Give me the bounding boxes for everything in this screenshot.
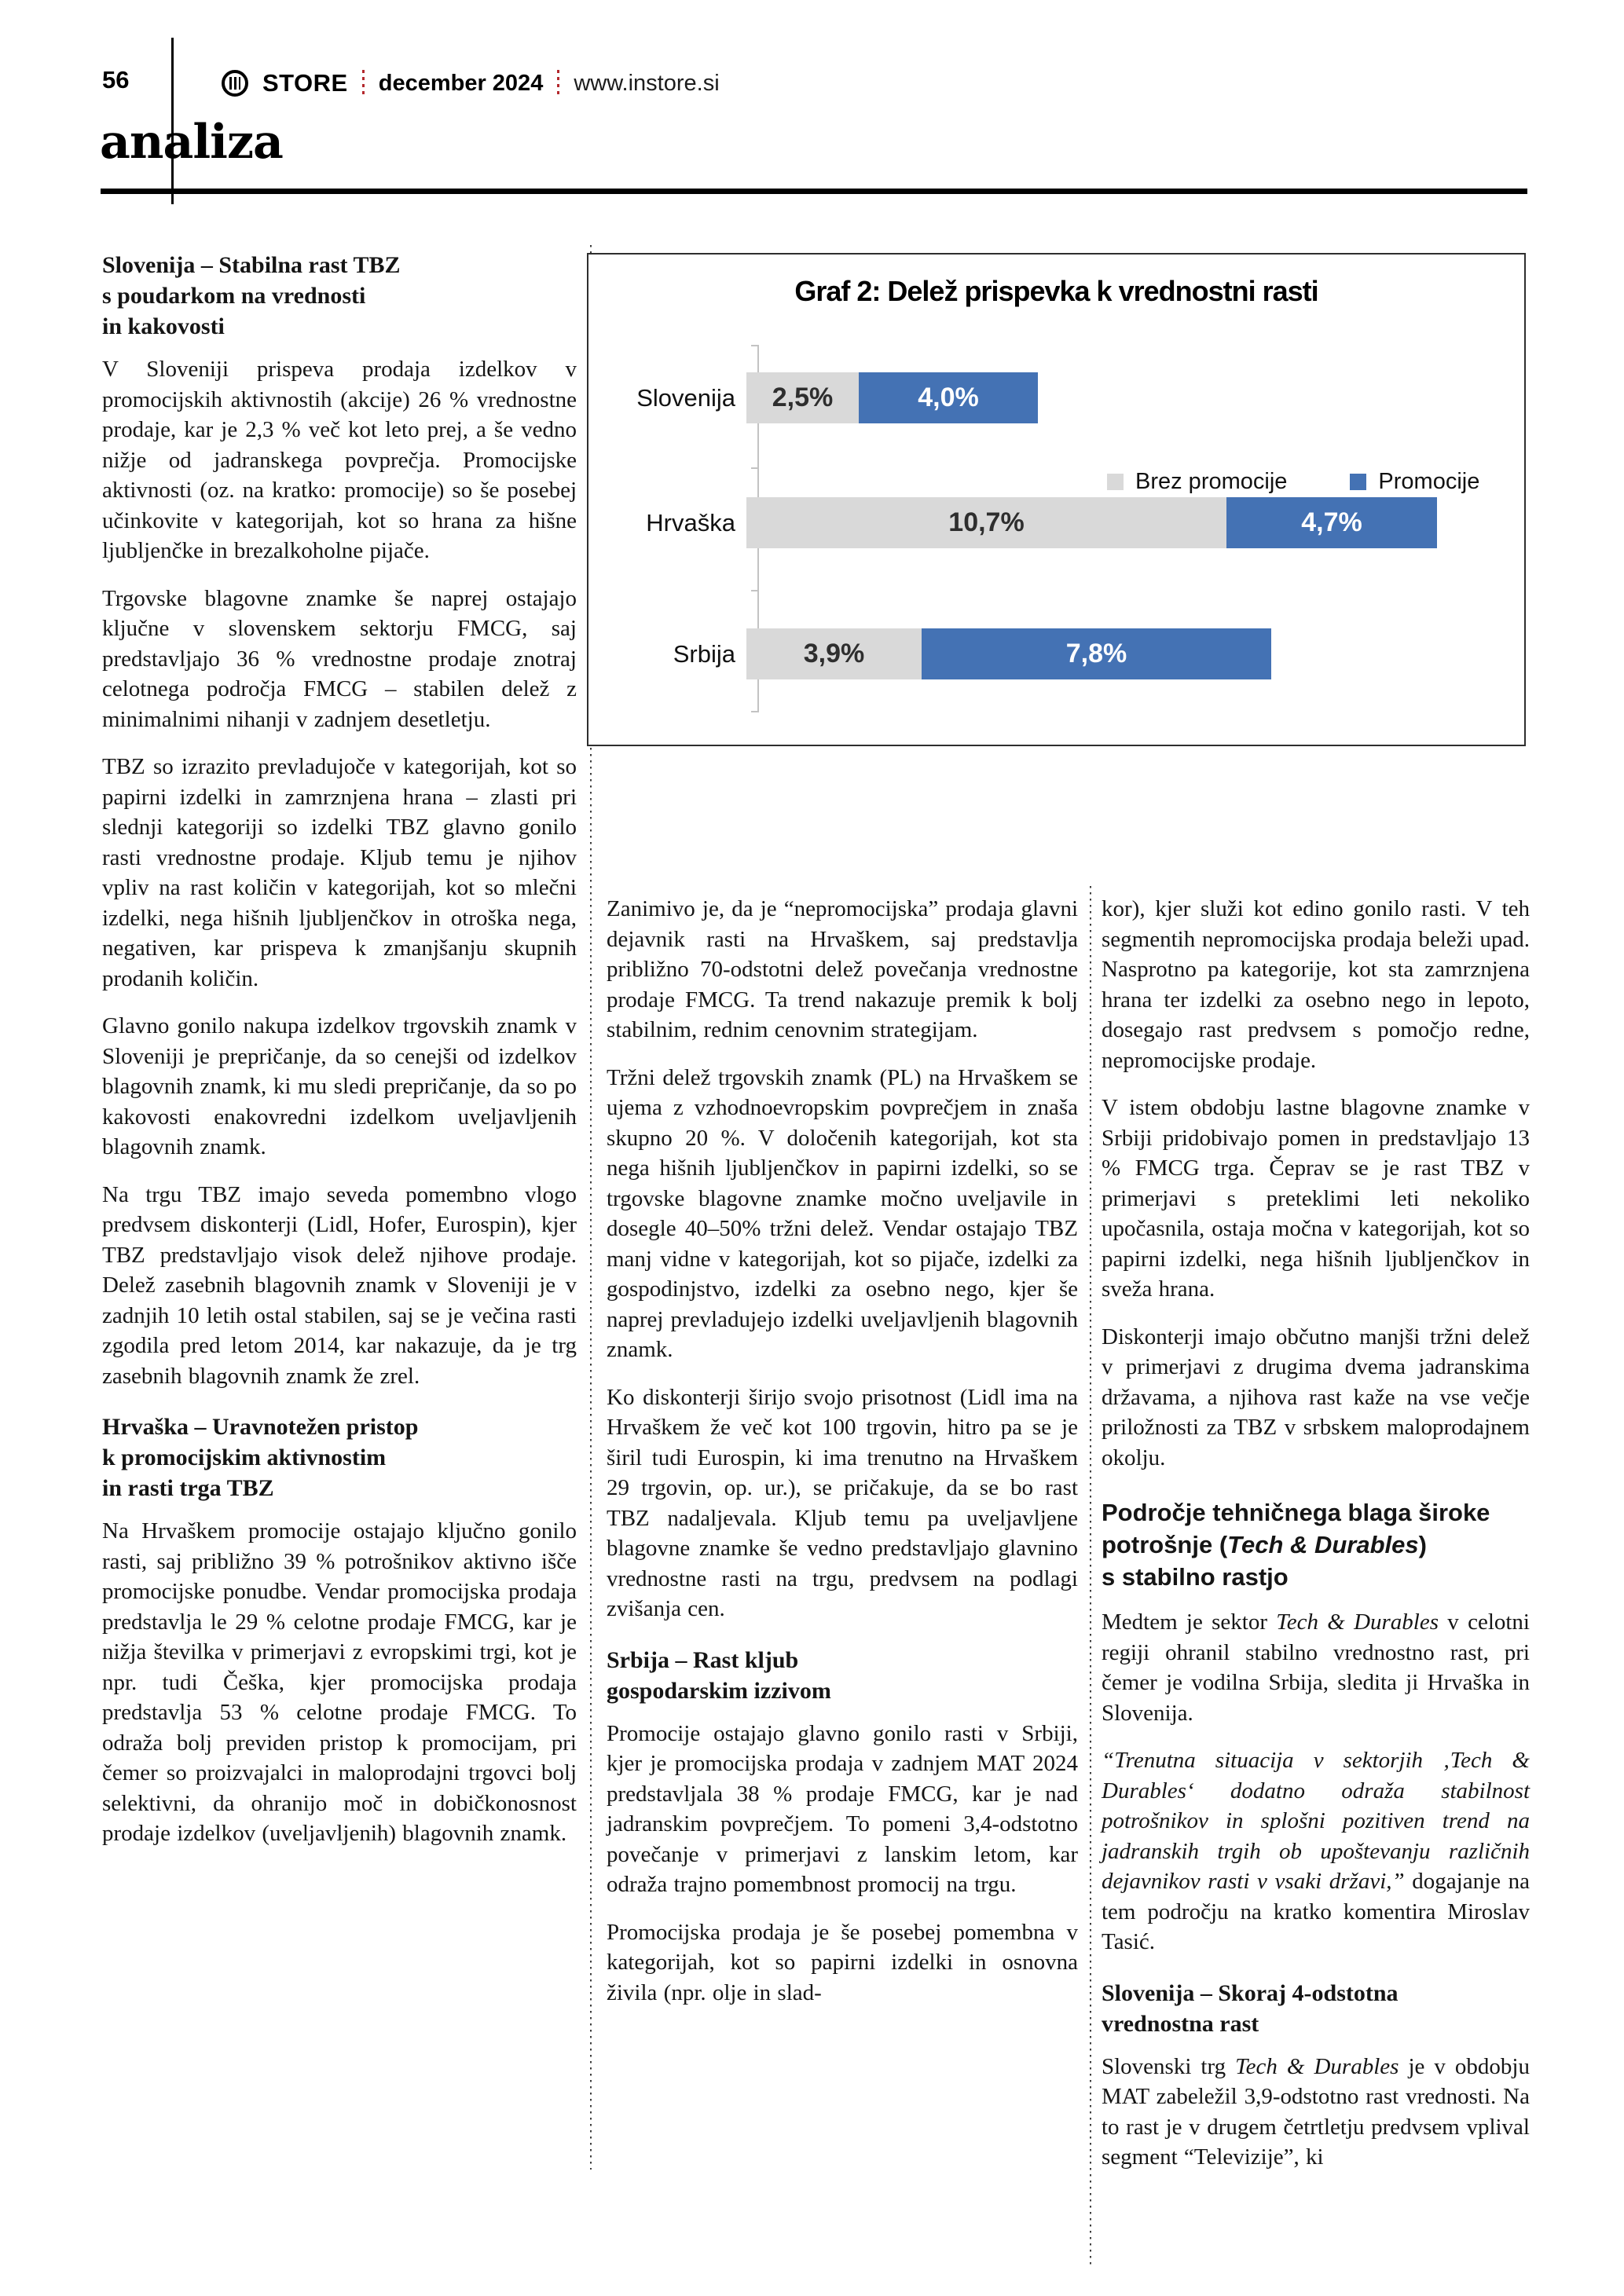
paragraph: Na trgu TBZ imajo seveda pomembno vlogo predvsem diskonterji (Lidl, Hofer, Eurospin), kjer TBZ predstavljajo visok delež njihove prodaje. Delež zasebnih blagovnih znamk v Sloveniji je v zadnjih 10 letih ostal stabilen, saj se je večina rasti zgodila pred letom 2014, kar nakazuje, da je trg zasebnih blagovnih znamk že zrel. bbox=[102, 1181, 577, 1389]
instore-logo-icon bbox=[222, 70, 248, 97]
chart-bar-segment: 2,5% bbox=[746, 372, 859, 423]
dotted-separator-icon bbox=[557, 70, 559, 97]
section-heading: Slovenija – Stabilna rast TBZ s poudarkom na vrednosti in kakovosti bbox=[102, 252, 401, 339]
legend-label: Brez promocije bbox=[1135, 469, 1288, 494]
section-title: analiza bbox=[100, 115, 283, 170]
chart-bar-segment: 4,7% bbox=[1226, 497, 1437, 548]
paragraph: Medtem je sektor Tech & Durables v celotni regiji ohranil stabilno vrednostno rast, pri čemer je vodilna Srbija, sledita ji Hrvaška in Slovenija. bbox=[1102, 1609, 1530, 1726]
legend-label: Promocije bbox=[1378, 469, 1480, 494]
paragraph: Glavno gonilo nakupa izdelkov trgovskih znamk v Sloveniji je prepričanje, da so cenejši od izdelkov blagovnih znamk, ki mu sledi prepričanje, da so po kakovosti enakovredni izdelkom uveljavljenih blagovnih znamk. bbox=[102, 1013, 577, 1159]
paragraph: Slovenski trg Tech & Durables je v obdobju MAT zabeležil 3,9-odstotno rast vrednosti. Na to rast je v drugem četrtletju predvsem vplival segment “Televizije”, ki bbox=[1102, 2053, 1530, 2170]
article-column-middle bbox=[607, 894, 1078, 2025]
chart-bar-segment: 7,8% bbox=[922, 628, 1271, 679]
paragraph: “Trenutna situacija v sektorjih ‚Tech & Durables‘ dodatno odraža stabilnost potrošnikov in splošni pozitiven trend na jadranskih trgih ob upoštevanju različnih dejavnikov rasti v vsaki državi,” dogajanje na tem področju na kratko komentira Miroslav Tasić. bbox=[1102, 1748, 1530, 1954]
chart-bar-segment: 10,7% bbox=[746, 497, 1226, 548]
chart-legend bbox=[1107, 469, 1479, 495]
axis-tick bbox=[751, 467, 757, 469]
column-divider bbox=[1090, 886, 1091, 2269]
chart-category-label: Hrvaška bbox=[646, 508, 735, 536]
paragraph: TBZ so izrazito prevladujoče v kategorijah, kot so papirni izdelki in zamrznjena hrana – zlasti pri slednji kategoriji so izdelki TBZ glavno gonilo rasti vrednostne prodaje. Kljub temu je njihov vpliv na rast količin v kategorijah, kot so mlečni izdelki, nega hišnih ljubljenčkov in otroška nega, negativen, kar prispeva k zmanjšanju skupnih prodanih količin. bbox=[102, 754, 577, 991]
paragraph: Diskonterji imajo občutno manjši tržni delež v primerjavi z drugima dvema jadranskima državama, a njihova rast kaže na vse večje priložnosti za TBZ v srbskem maloprodajnem okolju. bbox=[1102, 1324, 1530, 1470]
paragraph: Tržni delež trgovskih znamk (PL) na Hrvaškem se ujema z vzhodnoevropskim povprečjem in znaša skupno 20 %. V določenih kategorijah, kot sta nega hišnih ljubljenčkov in papirni izdelki, so se trgovske blagovne znamke močno uveljavile in dosegle 40–50% tržni delež. Vendar ostajajo TBZ manj vidne v kategorijah, kot so pijače, izdelki za gospodinjstvo, izdelki za osebno nego, kjer še naprej prevladujejo izdelki uveljavljenih blagovnih znamk. bbox=[607, 1064, 1078, 1362]
paragraph: Promocijska prodaja je še posebej pomembna v kategorijah, kot so papirni izdelki in osnovna živila (npr. olje in slad- bbox=[607, 1919, 1078, 2005]
page-number: 56 bbox=[102, 66, 130, 93]
section-heading: Hrvaška – Uravnotežen pristop k promocijskim aktivnostim in rasti trga TBZ bbox=[102, 1414, 419, 1501]
chart-title: Graf 2: Delež prispevka k vrednostni rasti bbox=[794, 275, 1318, 307]
paragraph: Trgovske blagovne znamke še naprej ostajajo ključne v slovenskem sektorju FMCG, saj predstavljajo 36 % vrednostne prodaje znotraj celotnega področja FMCG – stabilen delež z minimalnimi nihanji v zadnjem desetletju. bbox=[102, 585, 577, 732]
chart-category-label: Srbija bbox=[673, 639, 735, 668]
section-heading: Slovenija – Skoraj 4-odstotna vrednostna rast bbox=[1102, 1979, 1399, 2037]
chart-bar-segment: 4,0% bbox=[859, 372, 1038, 423]
section-heading: Področje tehničnega blaga široke potrošnje (Tech & Durables) s stabilno rastjo bbox=[1102, 1499, 1490, 1591]
section-heading: Srbija – Rast kljub gospodarskim izzivom bbox=[607, 1646, 831, 1704]
chart-bar-row bbox=[588, 372, 1524, 423]
legend-item bbox=[1107, 469, 1287, 495]
header-rule bbox=[101, 189, 1527, 194]
chart-category-label: Slovenija bbox=[636, 383, 735, 412]
legend-swatch-blue bbox=[1350, 474, 1366, 490]
legend-item bbox=[1350, 469, 1479, 495]
brand-name: STORE bbox=[262, 69, 348, 97]
axis-tick bbox=[751, 590, 757, 591]
axis-tick bbox=[751, 345, 757, 346]
paragraph: Zanimivo je, da je “nepromocijska” prodaja glavni dejavnik rasti na Hrvaškem, saj predstavlja približno 70-odstotni delež povečanja vrednostne prodaje FMCG. Ta trend nakazuje premik k bolj stabilnim, rednim cenovnim strategijam. bbox=[607, 896, 1078, 1042]
paragraph: kor), kjer služi kot edino gonilo rasti. V teh segmentih nepromocijska prodaja beleži upad. Nasprotno pa kategorije, kot sta zamrznjena hrana ter izdelki za osebno nego in lepoto, dosegajo rast predvsem s pomočjo redne, nepromocijske prodaje. bbox=[1102, 896, 1530, 1073]
paragraph: Promocije ostajajo glavno gonilo rasti v Srbiji, kjer je promocijska prodaja v zadnjem MAT 2024 predstavljala 38 % prodaje FMCG, kar je nad jadranskim povprečjem. To pomeni 3,4-odstotno povečanje v primerjavi z lanskim letom, kar odraža trajno pomembnost promocij na trgu. bbox=[607, 1720, 1078, 1897]
masthead bbox=[222, 64, 720, 102]
axis-tick bbox=[751, 711, 757, 712]
website-url: www.instore.si bbox=[574, 70, 720, 96]
dotted-separator-icon bbox=[362, 70, 365, 97]
chart-bar-segment: 3,9% bbox=[746, 628, 922, 679]
article-column-right bbox=[1102, 894, 1530, 2190]
article-column-left bbox=[102, 250, 577, 1866]
paragraph: V Sloveniji prispeva prodaja izdelkov v promocijskih aktivnostih (akcije) 26 % vrednostne prodaje, kar je 2,3 % več kot leto prej, a še vedno nižje od jadranskega povprečja. Promocijske aktivnosti (oz. na kratko: promocije) so še posebej učinkovite v kategorijah, kot so hrana za hišne ljubljenčke in brezalkoholne pijače. bbox=[102, 357, 577, 563]
chart-graf-2 bbox=[587, 253, 1526, 746]
chart-bar-row bbox=[588, 628, 1524, 679]
legend-swatch-gray bbox=[1107, 474, 1124, 490]
paragraph: V istem obdobju lastne blagovne znamke v Srbiji pridobivajo pomen in predstavljajo 13 % FMCG trga. Čeprav se je rast TBZ v primerjavi s preteklimi leti nekoliko upočasnila, ostaja močna v kategorijah, kot so papirni izdelki, nega hišnih ljubljenčkov in sveža hrana. bbox=[1102, 1095, 1530, 1302]
chart-bar-row bbox=[588, 497, 1524, 548]
paragraph: Ko diskonterji širijo svojo prisotnost (Lidl ima na Hrvaškem že več kot 100 trgovin, hitro pa se je širil tudi Eurospin, ki ima trenutno na Hrvaškem 29 trgovin, op. ur.), se pričakuje, da se bo rast TBZ nadaljevala. Kljub temu pa uveljavljene blagovne znamke še vedno predstavljajo glavnino vrednostne rasti na trgu, predvsem na podlagi zvišanja cen. bbox=[607, 1384, 1078, 1621]
issue-date: december 2024 bbox=[378, 70, 544, 96]
paragraph: Na Hrvaškem promocije ostajajo ključno gonilo rasti, saj približno 39 % potrošnikov aktivno išče promocijske ponudbe. Vendar promocijska prodaja predstavlja le 29 % celotne prodaje FMCG, kar je nižja številka v primerjavi z evropskimi trgi, kot je npr. tudi Češka, kjer promocijska prodaja predstavlja 53 % celotne prodaje FMCG. To odraža bolj previden pristop k promocijam, pri čemer so proizvajalci in maloprodajni trgovci bolj selektivni, da ohranijo moč in dobičkonosnost prodaje izdelkov (uveljavljenih) blagovnih znamk. bbox=[102, 1518, 577, 1846]
